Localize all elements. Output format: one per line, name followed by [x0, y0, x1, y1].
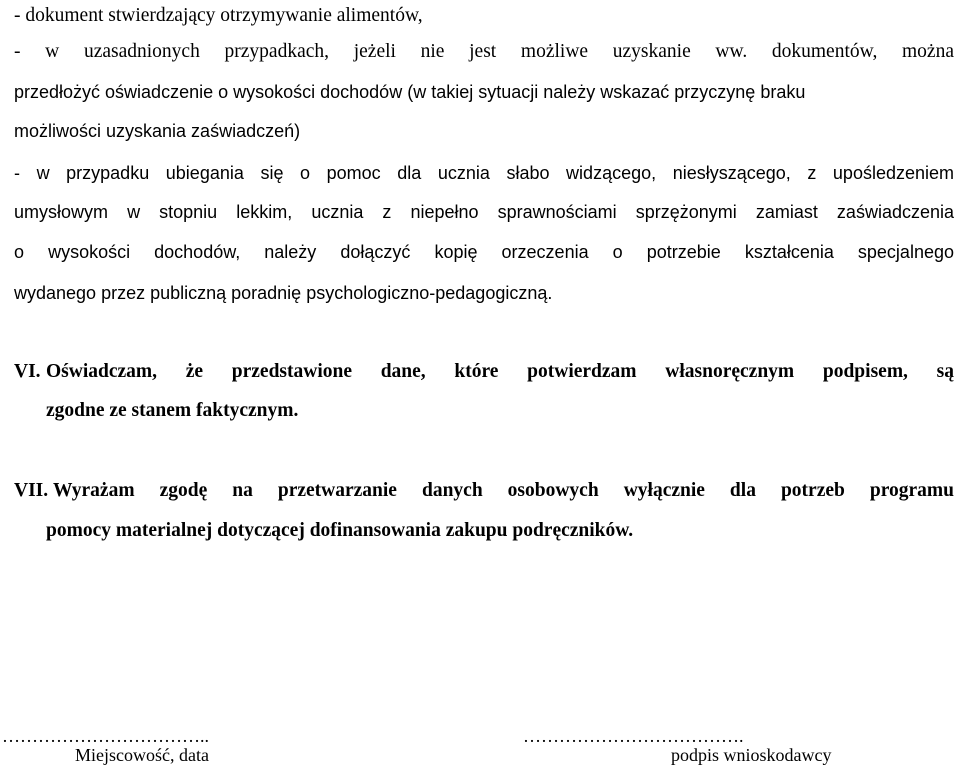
section-statement-line-1: Oświadczam, że przedstawione dane, które potwierdzam własnoręcznym podpisem, są — [46, 361, 954, 382]
list-line-3: przedłożyć oświadczenie o wysokości dochodów (w takiej sytuacji należy wskazać przyczynę braku — [14, 82, 806, 102]
list-line-2: - w uzasadnionych przypadkach, jeżeli nie jest możliwe uzyskanie ww. dokumentów, można — [14, 41, 954, 62]
list-line-6: umysłowym w stopniu lekkim, ucznia z niepełno sprawnościami sprzężonymi zamiast zaświadczenia — [14, 202, 954, 222]
section-number: VII. — [14, 480, 49, 501]
signature-dotted-line: ………………………………. — [523, 726, 744, 746]
list-line-8: wydanego przez publiczną poradnię psychologiczno-pedagogiczną. — [14, 283, 553, 303]
section-number: VI. — [14, 361, 41, 382]
place-date-label: Miejscowość, data — [75, 745, 209, 765]
list-line-1: - dokument stwierdzający otrzymywanie alimentów, — [14, 5, 423, 26]
list-line-4: możliwości uzyskania zaświadczeń) — [14, 121, 301, 141]
list-line-5: - w przypadku ubiegania się o pomoc dla ucznia słabo widzącego, niesłyszącego, z upośledzeniem — [14, 163, 954, 183]
signature-label: podpis wnioskodawcy — [671, 745, 832, 765]
section-statement-line-2: zgodne ze stanem faktycznym. — [46, 400, 299, 421]
list-line-7: o wysokości dochodów, należy dołączyć kopię orzeczenia o potrzebie kształcenia specjalnego — [14, 242, 954, 262]
place-date-dotted-line: …………………………….. — [2, 726, 209, 746]
section-consent-line-2: pomocy materialnej dotyczącej dofinansowania zakupu podręczników. — [46, 520, 634, 541]
section-consent-line-1: Wyrażam zgodę na przetwarzanie danych osobowych wyłącznie dla potrzeb programu — [53, 480, 954, 501]
